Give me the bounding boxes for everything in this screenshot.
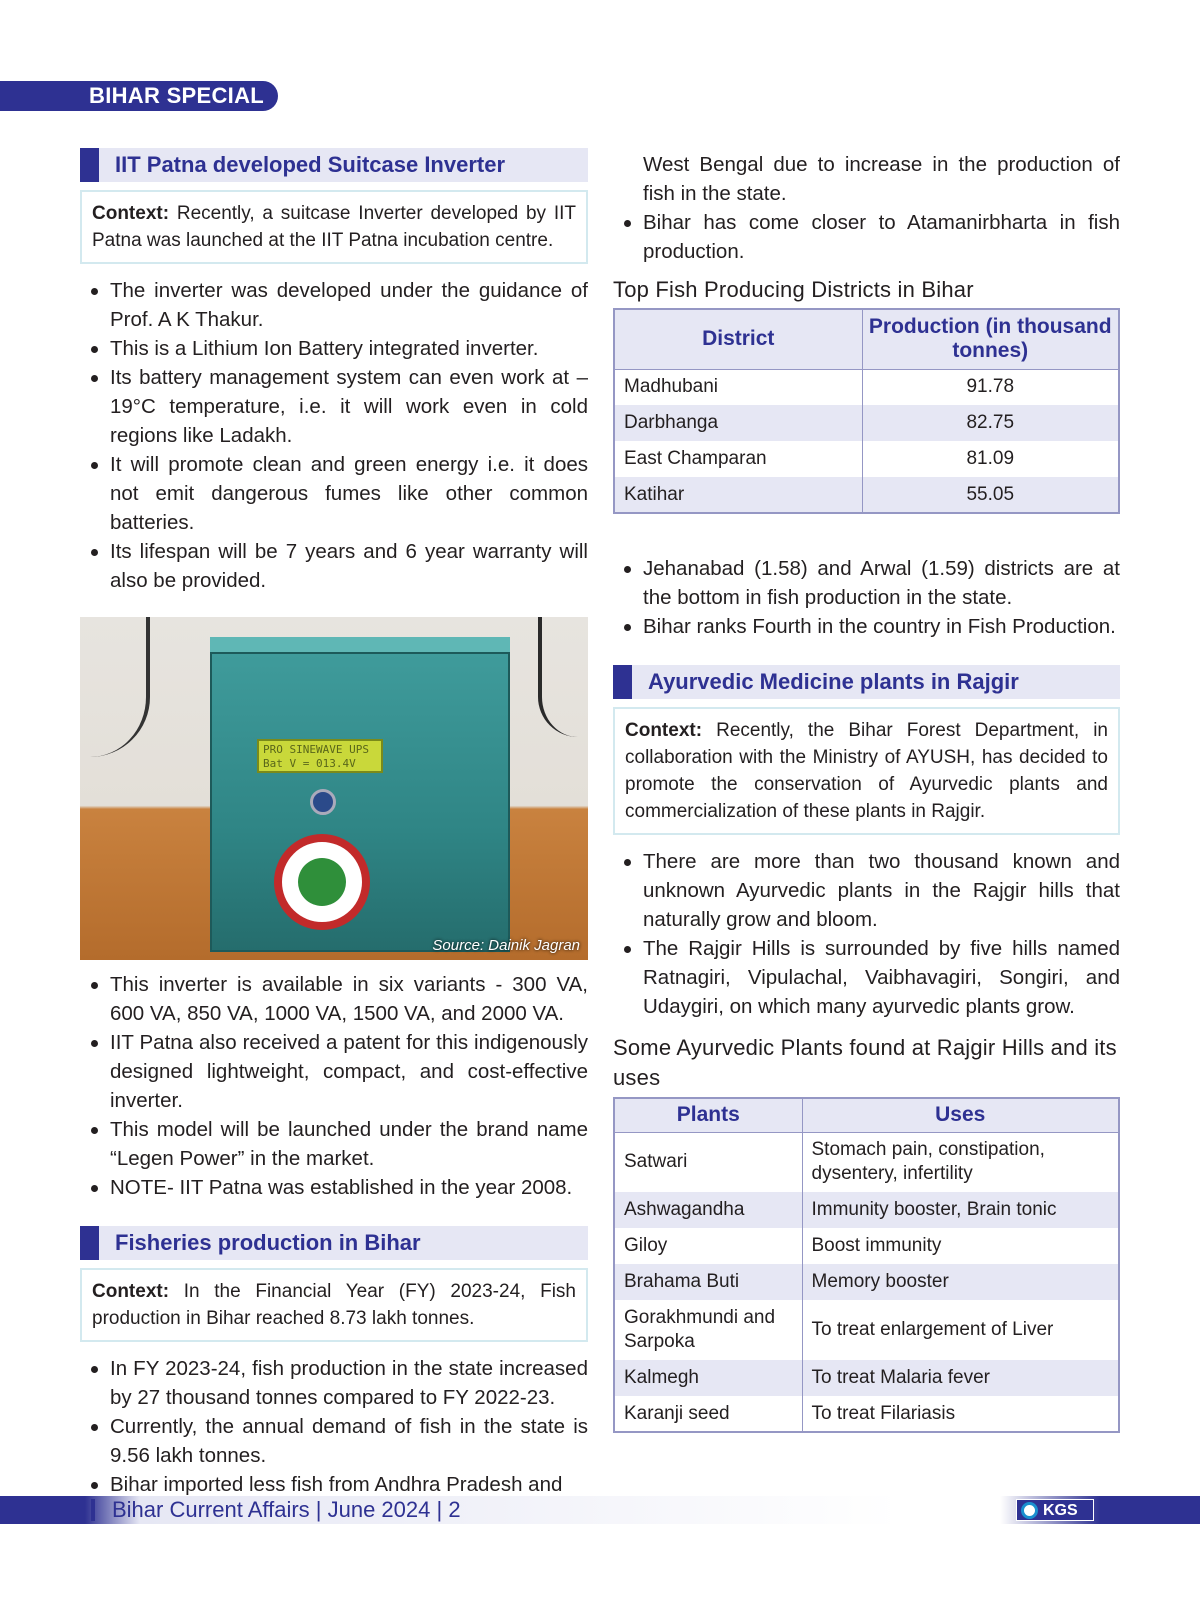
table-cell: Memory booster — [802, 1264, 1119, 1300]
table-cell: Kalmegh — [614, 1360, 802, 1396]
table-cell: Satwari — [614, 1132, 802, 1192]
fish-table-title: Top Fish Producing Districts in Bihar — [613, 277, 974, 302]
table-row — [614, 369, 1119, 405]
left-column — [80, 148, 588, 1499]
table-cell: Katihar — [614, 477, 862, 513]
inverter-context-box — [80, 190, 588, 264]
inverter-box — [210, 652, 510, 952]
list-item: The Rajgir Hills is surrounded by five hills named Ratnagiri, Vipulachal, Vaibhavagiri, Songiri, and Udaygiri, on which many ayurvedic plants grow. — [613, 934, 1120, 1021]
list-item: The inverter was developed under the guidance of Prof. A K Thakur. — [80, 276, 588, 334]
photo-source: Source: Dainik Jagran — [432, 937, 580, 954]
table-header-row — [614, 309, 1119, 369]
kgs-logo — [1016, 1499, 1094, 1521]
context-label: Context: — [625, 720, 703, 741]
institute-seal-icon — [274, 834, 370, 930]
table-row — [614, 1132, 1119, 1192]
table-row — [614, 1264, 1119, 1300]
fisheries-bullets-after — [613, 554, 1120, 641]
footer-divider — [91, 1499, 95, 1521]
context-label: Context: — [92, 203, 170, 224]
inverter-bullets-2 — [80, 970, 588, 1202]
table-cell: 81.09 — [862, 441, 1119, 477]
list-item: This is a Lithium Ion Battery integrated inverter. — [80, 334, 588, 363]
table-cell: 55.05 — [862, 477, 1119, 513]
table-cell: 82.75 — [862, 405, 1119, 441]
list-item: In FY 2023-24, fish production in the state increased by 27 thousand tonnes compared to FY 2022-23. — [80, 1354, 588, 1412]
lcd-line: PRO SINEWAVE UPS — [263, 743, 369, 756]
table-cell: To treat Malaria fever — [802, 1360, 1119, 1396]
context-text: Recently, the Bihar Forest Department, in collaboration with the Ministry of AYUSH, has decided to promote the conservation of Ayurvedic plants and commercialization of these plants in Rajgir. — [625, 720, 1108, 822]
list-item: Bihar has come closer to Atamanirbharta in fish production. — [613, 208, 1120, 266]
table-cell: Stomach pain, constipation, dysentery, infertility — [802, 1132, 1119, 1192]
fisheries-bullets-continued — [613, 150, 1120, 266]
inverter-photo — [80, 617, 588, 960]
list-item: Bihar ranks Fourth in the country in Fish Production. — [613, 612, 1120, 641]
list-item: IIT Patna also received a patent for this indigenously designed lightweight, compact, and cost-effective inverter. — [80, 1028, 588, 1115]
context-text: Recently, a suitcase Inverter developed by IIT Patna was launched at the IIT Patna incubation centre. — [92, 203, 576, 251]
inverter-bullets — [80, 276, 588, 595]
list-item: This inverter is available in six variants - 300 VA, 600 VA, 850 VA, 1000 VA, 1500 VA, and 2000 VA. — [80, 970, 588, 1028]
footer-text: Bihar Current Affairs | June 2024 | 2 — [112, 1497, 461, 1522]
table-header: Plants — [614, 1098, 802, 1132]
table-cell: Karanji seed — [614, 1396, 802, 1432]
ayurveda-section-title: Ayurvedic Medicine plants in Rajgir — [613, 665, 1120, 699]
table-row — [614, 477, 1119, 513]
cable-graphic — [538, 617, 578, 737]
section-tag: BIHAR SPECIAL — [0, 81, 278, 111]
table-cell: East Champaran — [614, 441, 862, 477]
lcd-line: Bat V = 013.4V — [263, 757, 356, 770]
table-row — [614, 1396, 1119, 1432]
table-cell: Darbhanga — [614, 405, 862, 441]
fish-district-table — [613, 308, 1120, 514]
table-header: Production (in thousand tonnes) — [862, 309, 1119, 369]
table-cell: Madhubani — [614, 369, 862, 405]
table-row — [614, 1228, 1119, 1264]
table-cell: Ashwagandha — [614, 1192, 802, 1228]
list-item: Its lifespan will be 7 years and 6 year warranty will also be provided. — [80, 537, 588, 595]
table-row — [614, 1300, 1119, 1360]
table-cell: Brahama Buti — [614, 1264, 802, 1300]
table-row — [614, 441, 1119, 477]
table-cell: Gorakhmundi and Sarpoka — [614, 1300, 802, 1360]
table-row — [614, 1192, 1119, 1228]
ayurveda-context-box — [613, 707, 1120, 835]
lcd-display — [257, 739, 383, 773]
kgs-logo-icon — [1021, 1502, 1038, 1519]
right-column — [613, 150, 1120, 1433]
table-row — [614, 405, 1119, 441]
table-header: District — [614, 309, 862, 369]
list-item: It will promote clean and green energy i.e. it does not emit dangerous fumes like other common batteries. — [80, 450, 588, 537]
ayurveda-bullets — [613, 847, 1120, 1021]
list-item: Currently, the annual demand of fish in the state is 9.56 lakh tonnes. — [80, 1412, 588, 1470]
list-item: There are more than two thousand known and unknown Ayurvedic plants in the Rajgir hills that naturally grow and bloom. — [613, 847, 1120, 934]
table-cell: Boost immunity — [802, 1228, 1119, 1264]
context-label: Context: — [92, 1281, 170, 1302]
list-item: Its battery management system can even work at –19°C temperature, i.e. it will work even in cold regions like Ladakh. — [80, 363, 588, 450]
power-knob-icon — [310, 789, 336, 815]
ayurvedic-plants-table — [613, 1097, 1120, 1433]
list-item-continued: West Bengal due to increase in the production of fish in the state. — [643, 153, 1120, 205]
inverter-section-title: IIT Patna developed Suitcase Inverter — [80, 148, 588, 182]
list-item: This model will be launched under the brand name “Legen Power” in the market. — [80, 1115, 588, 1173]
list-item: Bihar imported less fish from Andhra Pradesh and — [80, 1470, 588, 1499]
kgs-logo-text: KGS — [1043, 1502, 1078, 1519]
plants-table-title: Some Ayurvedic Plants found at Rajgir Hills and its uses — [613, 1035, 1117, 1090]
fisheries-bullets — [80, 1354, 588, 1499]
table-row — [614, 1360, 1119, 1396]
table-header-row — [614, 1098, 1119, 1132]
table-cell: 91.78 — [862, 369, 1119, 405]
table-cell: Giloy — [614, 1228, 802, 1264]
context-text: In the Financial Year (FY) 2023-24, Fish production in Bihar reached 8.73 lakh tonnes. — [92, 1281, 576, 1329]
table-cell: To treat enlargement of Liver — [802, 1300, 1119, 1360]
list-item: NOTE- IIT Patna was established in the year 2008. — [80, 1173, 588, 1202]
fisheries-section-title: Fisheries production in Bihar — [80, 1226, 588, 1260]
table-header: Uses — [802, 1098, 1119, 1132]
cable-graphic — [90, 617, 150, 757]
list-item: Jehanabad (1.58) and Arwal (1.59) districts are at the bottom in fish production in the state. — [613, 554, 1120, 612]
table-cell: Immunity booster, Brain tonic — [802, 1192, 1119, 1228]
fisheries-context-box — [80, 1268, 588, 1342]
table-cell: To treat Filariasis — [802, 1396, 1119, 1432]
